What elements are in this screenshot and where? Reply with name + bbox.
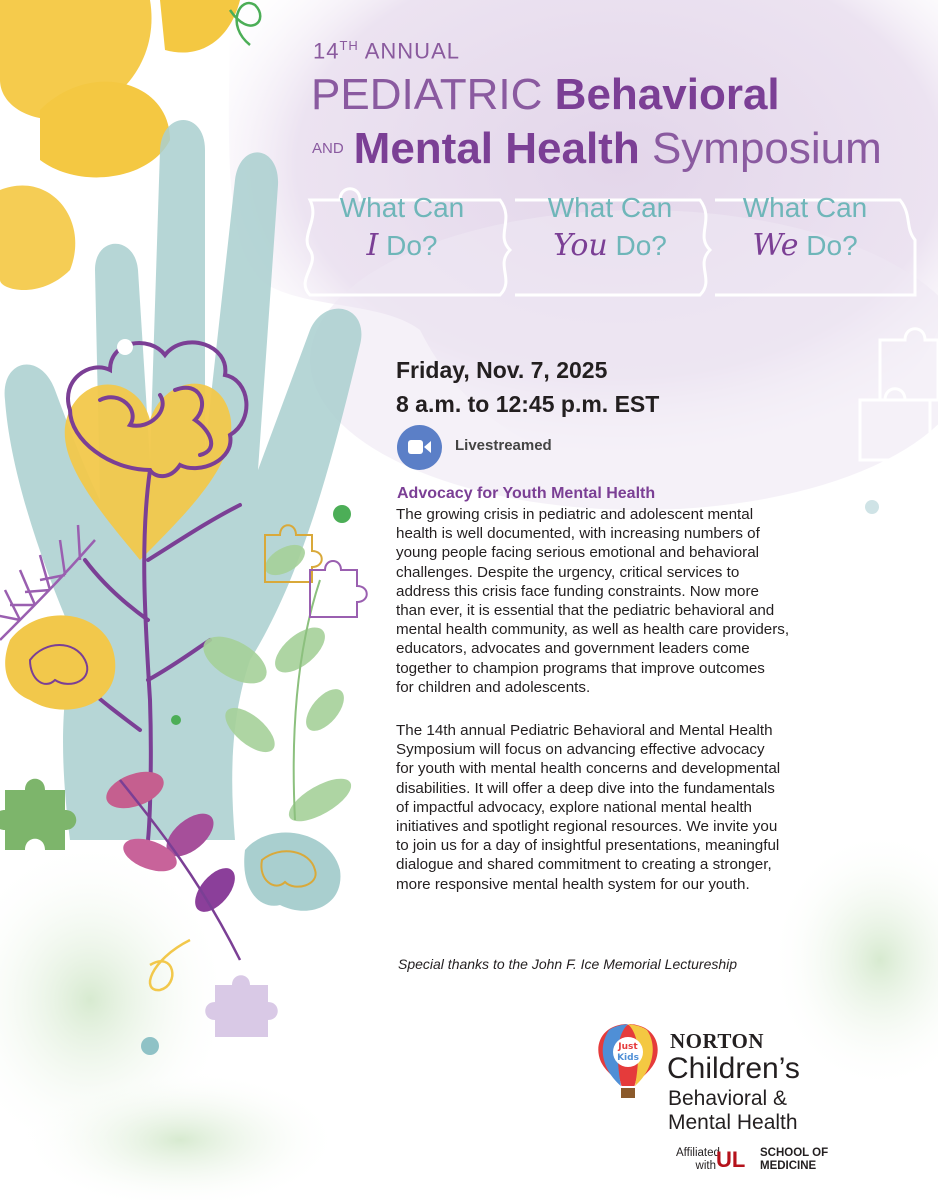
svg-text:Kids: Kids <box>617 1053 639 1063</box>
video-camera-icon <box>397 425 442 470</box>
tagline-we: What Can We Do? <box>742 192 868 263</box>
title-line-1: PEDIATRIC Behavioral <box>311 70 780 119</box>
tagline-i: What Can I Do? <box>339 192 465 263</box>
section-heading: Advocacy for Youth Mental Health <box>397 485 656 502</box>
paragraph-2: The 14th annual Pediatric Behavioral and Mental Health Symposium will focus on advancing effective advocacy for youth with mental health concerns and developmental disabilities. It will offer a deep dive into the fundamentals of impactful advocacy, explore national mental health initiatives and spotlight regional resources. We invite you to join us for a day of insightful presentations, meaningful dialogue and shared commitment to creating a stronger, more responsive mental health system for our youth. <box>396 722 781 893</box>
school-of-medicine: SCHOOL OF MEDICINE <box>760 1147 829 1172</box>
event-date: Friday, Nov. 7, 2025 <box>396 357 608 383</box>
tagline-you: What Can You Do? <box>547 192 673 263</box>
event-time: 8 a.m. to 12:45 p.m. EST <box>396 391 660 417</box>
special-thanks: Special thanks to the John F. Ice Memorial Lectureship <box>398 956 738 972</box>
paragraph-1: The growing crisis in pediatric and adolescent mental health is well documented, with increasing numbers of young people facing serious emotional and behavioral challenges. Despite the urgency, critical services to address this crisis face funding constraints. Now more than ever, it is essential that the pediatric behavioral and mental health community, as well as health care providers, educators, advocates and government leaders come together to champion programs that improve outcomes for children and adolescents. <box>396 506 790 696</box>
logo-childrens: Children’s <box>667 1052 800 1085</box>
svg-text:Just: Just <box>618 1042 638 1052</box>
annual-label: 14TH ANNUAL <box>313 38 460 64</box>
livestream-label: Livestreamed <box>455 437 552 454</box>
affiliated-with: Affiliated with <box>676 1147 720 1172</box>
event-date-time <box>396 353 659 421</box>
title-line-2: $^{AND}$ Mental Health Symposium <box>312 124 882 173</box>
logo-subtitle: Behavioral & Mental Health <box>668 1087 798 1134</box>
logo-norton: NORTON <box>670 1029 765 1053</box>
hot-air-balloon-logo <box>593 1022 663 1102</box>
teal-brain-blob <box>244 833 340 911</box>
ul-logo: UL <box>716 1147 746 1172</box>
